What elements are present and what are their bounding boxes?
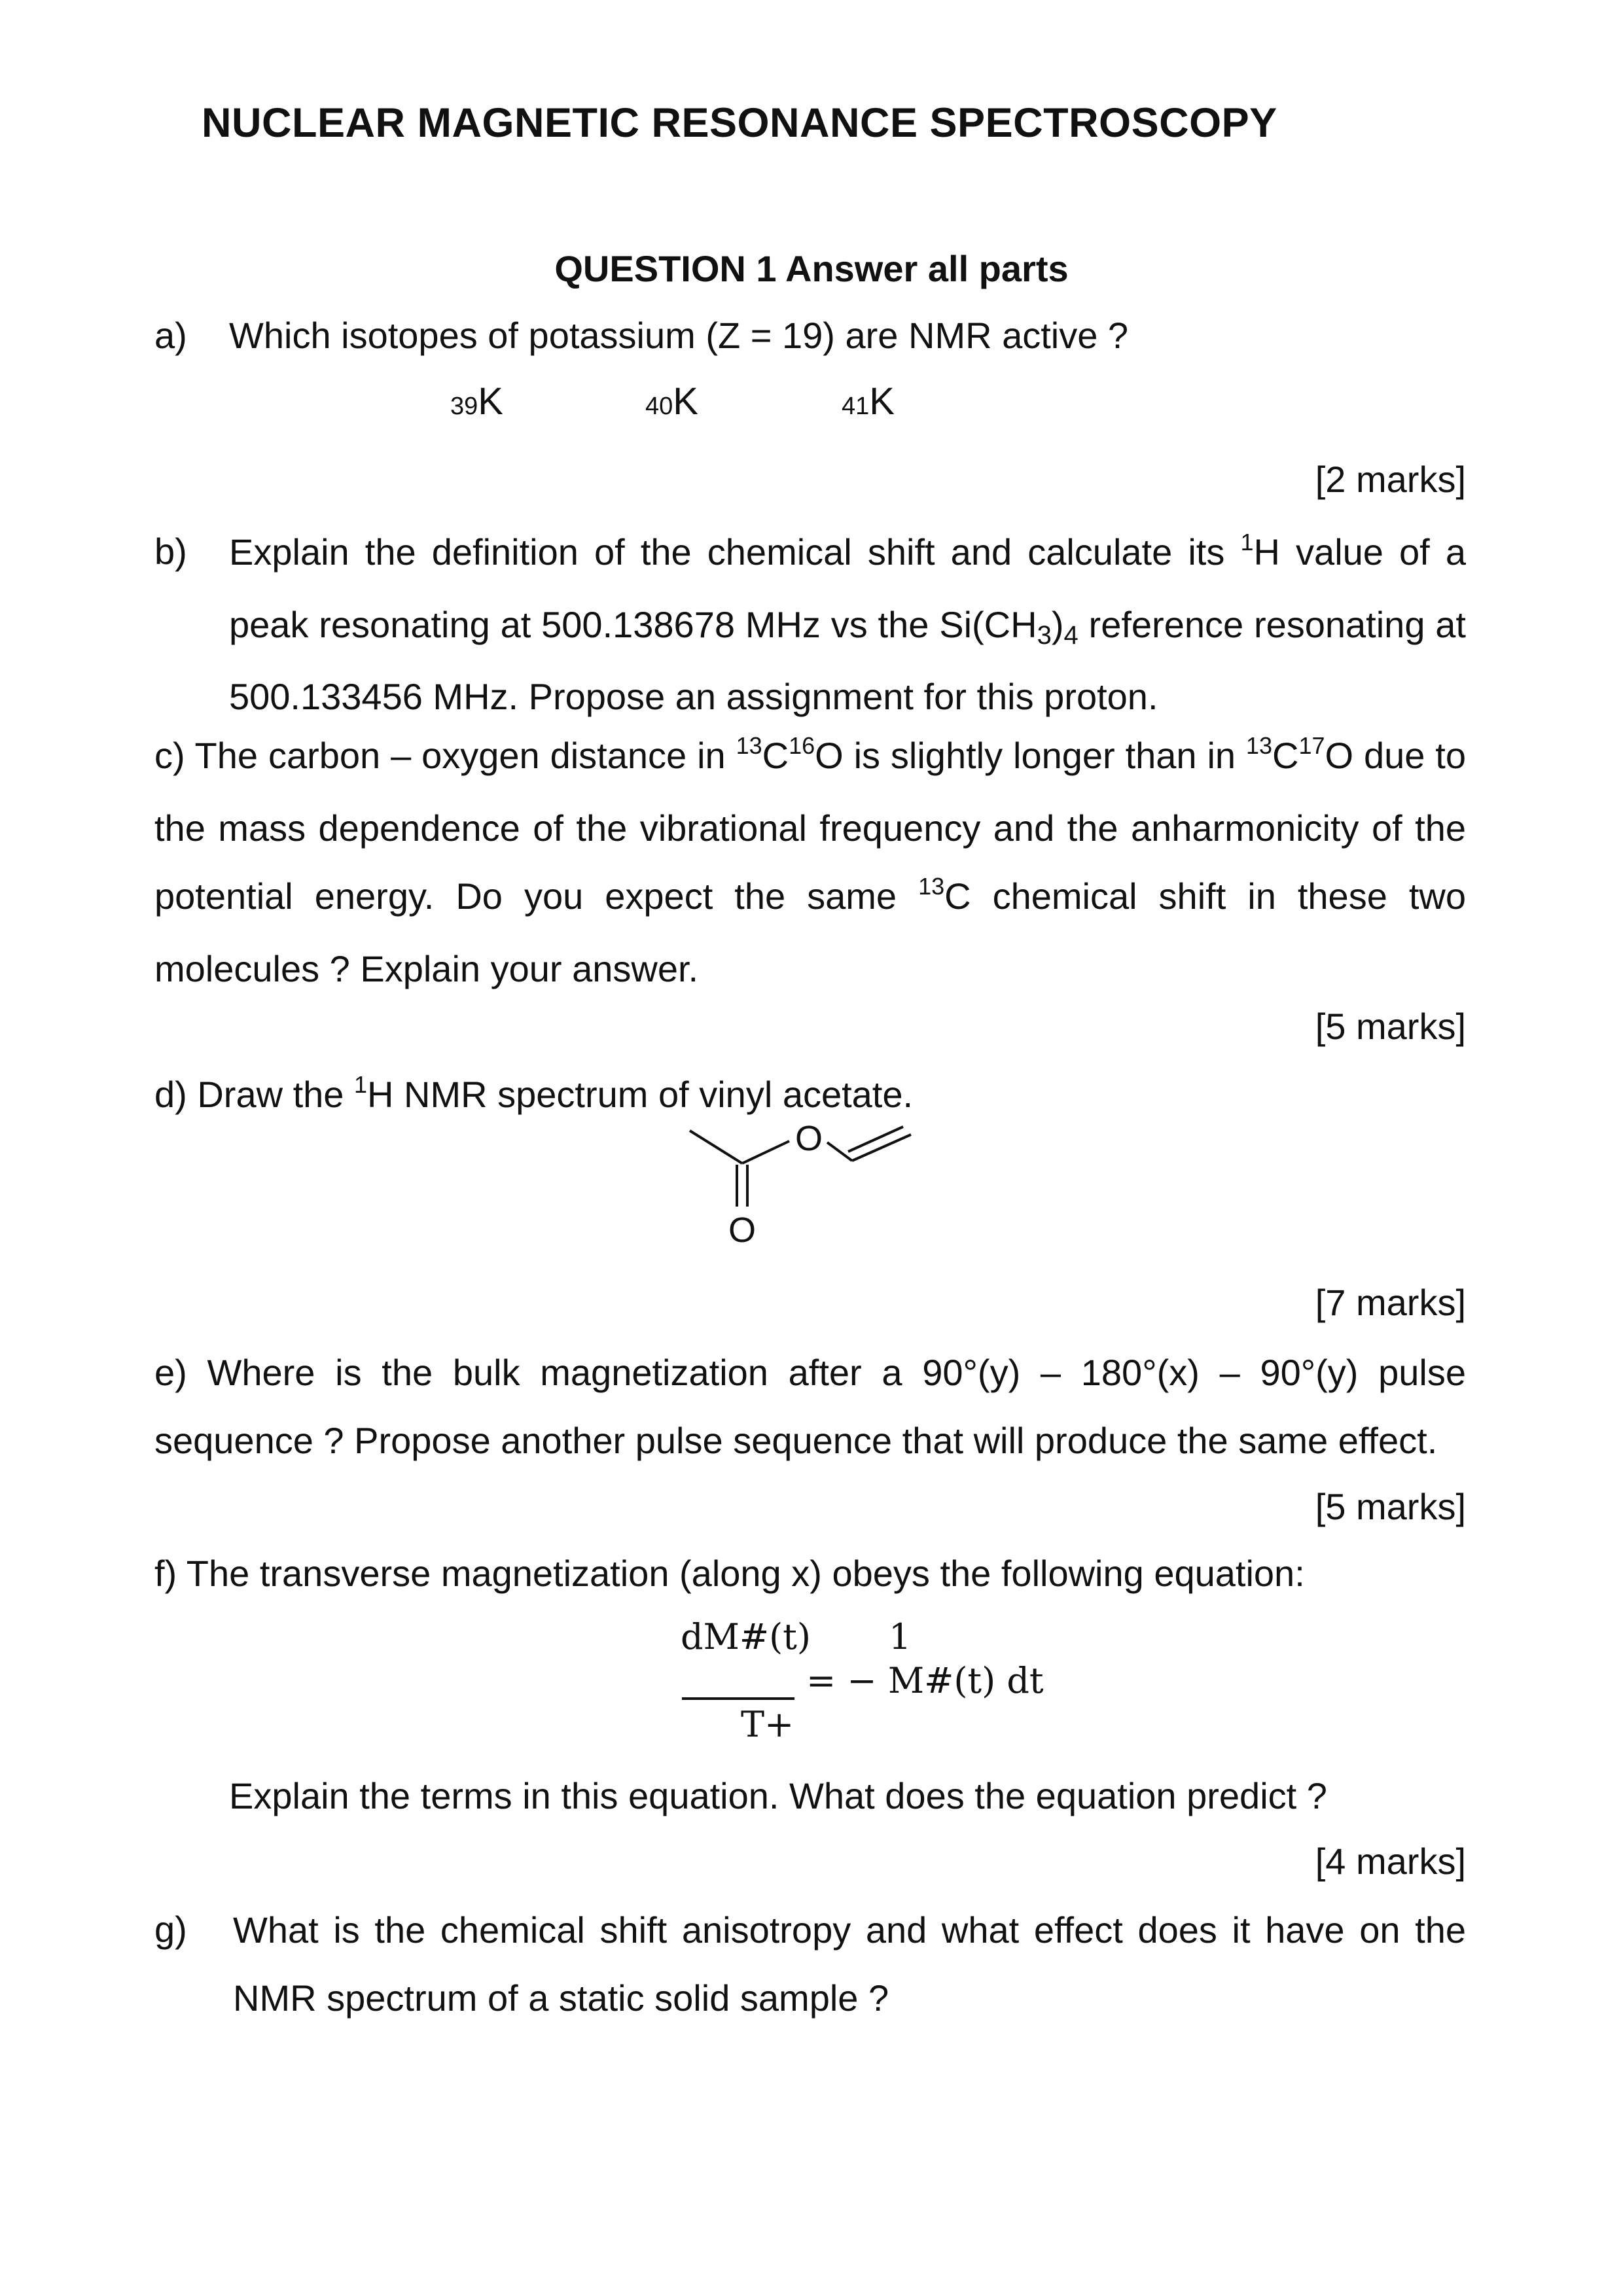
page-title: NUCLEAR MAGNETIC RESONANCE SPECTROSCOPY xyxy=(202,100,1277,146)
part-d-label: d) xyxy=(154,1074,187,1115)
part-g-label: g) xyxy=(154,1909,187,1950)
fraction-bar xyxy=(682,1697,794,1700)
isotope-mass: 39 xyxy=(450,393,478,420)
part-e-label: e) xyxy=(154,1352,187,1393)
isotope-41k xyxy=(842,380,895,423)
equation-denominator: T+ xyxy=(741,1704,794,1745)
part-f-question: f) The transverse magnetization (along x) obeys the following equation: xyxy=(154,1553,1305,1594)
part-f-explain: Explain the terms in this equation. What does the equation predict ? xyxy=(229,1775,1327,1816)
equation-numerator: dM#(t) xyxy=(681,1616,811,1657)
vinyl-acetate-structure xyxy=(681,1112,955,1263)
equation-rhs: = − M#(t) dt xyxy=(806,1660,1044,1701)
part-f-label: f) xyxy=(154,1553,177,1594)
carbonyl-oxygen: O xyxy=(728,1210,757,1250)
isotope-symbol: K xyxy=(478,380,503,423)
ester-oxygen: O xyxy=(794,1119,823,1158)
equation-one: 1 xyxy=(889,1616,912,1657)
isotope-symbol: K xyxy=(869,380,895,423)
part-e-question: e) Where is the bulk magnetization after a 90°(y) – 180°(x) – 90°(y) pulse sequence ? Propose another pulse sequence that will produce the same effect. xyxy=(154,1352,1466,1461)
part-a-marks: [2 marks] xyxy=(1315,459,1466,500)
isotope-mass: 40 xyxy=(645,393,673,420)
part-g-question: What is the chemical shift anisotropy and what effect does it have on the NMR spectrum of a static solid sample ? xyxy=(233,1909,1466,2019)
part-d-question: d) Draw the $^1$H NMR spectrum of vinyl acetate. xyxy=(154,1071,914,1115)
part-b-question: Explain the definition of the chemical shift and calculate its $^1$H value of a peak resonating at 500.138678 MHz vs the $Si(CH_3)_4$ reference resonating at 500.133456 MHz. Propose an assignment for this proton. xyxy=(229,529,1466,717)
part-c-label: c) xyxy=(154,735,185,776)
part-d-marks: [7 marks] xyxy=(1315,1282,1466,1323)
part-f-marks: [4 marks] xyxy=(1315,1841,1466,1882)
isotope-symbol: K xyxy=(673,380,698,423)
part-c-marks: [5 marks] xyxy=(1315,1006,1466,1047)
isotope-40k xyxy=(645,380,698,423)
part-e-marks: [5 marks] xyxy=(1315,1486,1466,1527)
isotope-39k xyxy=(450,380,503,423)
part-b-label: b) xyxy=(154,531,187,572)
part-c-question: c) The carbon – oxygen distance in $^{13}C^{16}O$ is slightly longer than in $^{13}C^{17}O$ due to the mass dependence of the vibrational frequency and the anharmonicity of the potential energy. Do you expect the same $^{13}$C chemical shift in these two molecules ? Explain your answer. xyxy=(154,732,1467,989)
part-a-label: a) xyxy=(154,315,187,356)
isotope-mass: 41 xyxy=(842,393,870,420)
question-heading: QUESTION 1 Answer all parts xyxy=(554,248,1069,289)
part-a-question: Which isotopes of potassium (Z = 19) are NMR active ? xyxy=(229,315,1129,356)
